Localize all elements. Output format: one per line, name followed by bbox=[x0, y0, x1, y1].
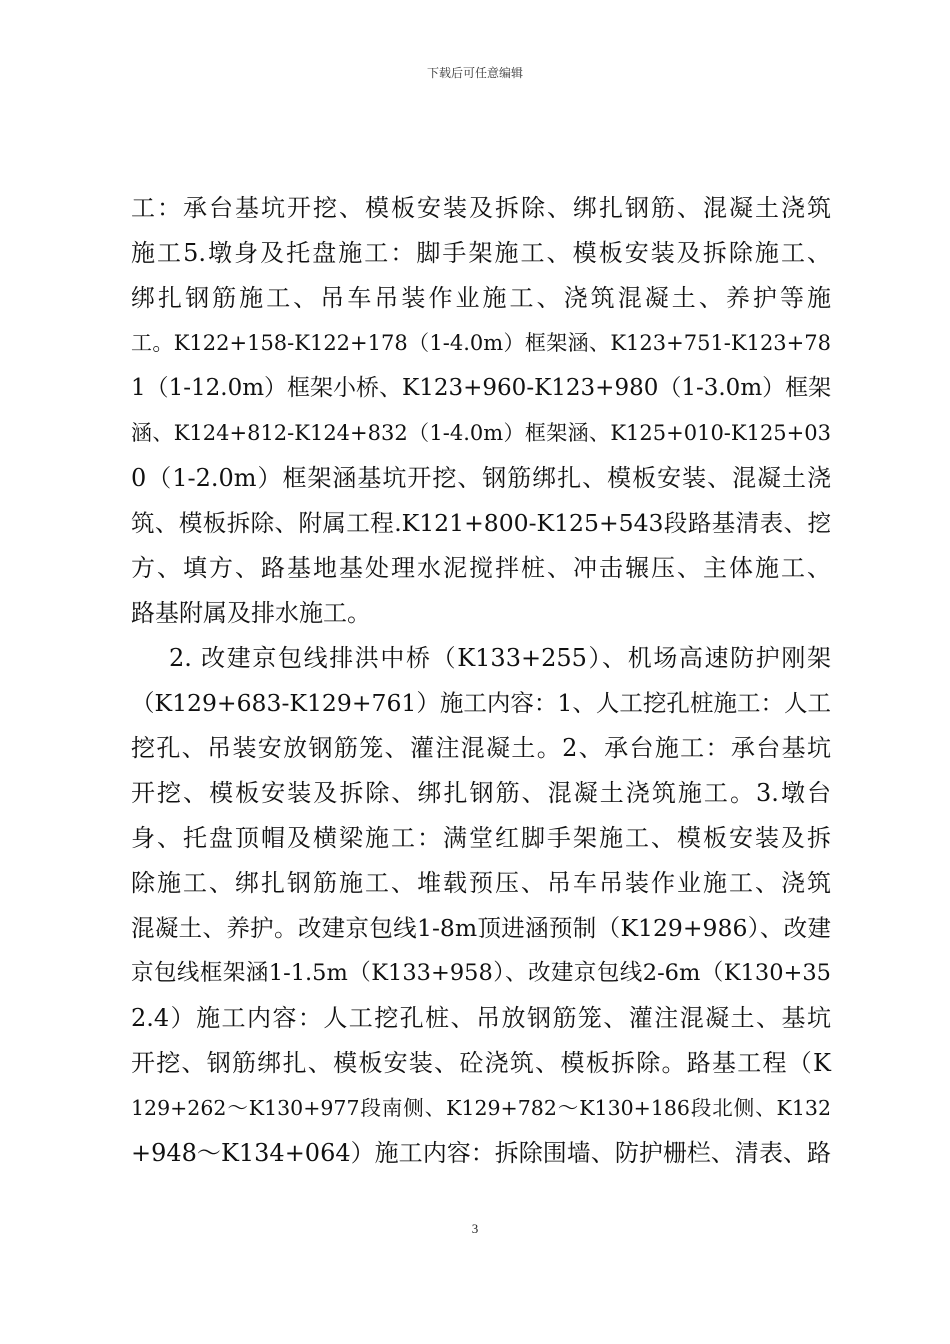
text-line: 1（1-12.0m）框架小桥、K123+960-K123+980（1-3.0m）框架 bbox=[131, 375, 832, 401]
text-line: 京包线框架涵1-1.5m（K133+958）、改建京包线2-6m（K130+35 bbox=[131, 960, 831, 986]
text-line: 混凝土、养护。改建京包线1-8m顶进涵预制（K129+986）、改建 bbox=[131, 914, 831, 942]
text-line: 除施工、绑扎钢筋施工、堆载预压、吊车吊装作业施工、浇筑 bbox=[131, 869, 831, 897]
paragraph-start-line: 2. 改建京包线排洪中桥（K133+255）、机场高速防护刚架 bbox=[169, 644, 831, 672]
text-line: 施工5.墩身及托盘施工：脚手架施工、模板安装及拆除施工、 bbox=[131, 239, 831, 267]
text-line: +948～K134+064）施工内容：拆除围墙、防护栅栏、清表、路 bbox=[131, 1139, 831, 1167]
text-line: 129+262～K130+977段南侧、K129+782～K130+186段北侧、K132 bbox=[131, 1096, 831, 1120]
text-line: （K129+683-K129+761）施工内容：1、人工挖孔桩施工：人工 bbox=[131, 689, 831, 717]
document-body bbox=[131, 186, 831, 1176]
text-line: 工。K122+158-K122+178（1-4.0m）框架涵、K123+751-K123+78 bbox=[131, 331, 831, 355]
text-line: 绑扎钢筋施工、吊车吊装作业施工、浇筑混凝土、养护等施 bbox=[131, 284, 831, 312]
text-line: 开挖、钢筋绑扎、模板安装、砼浇筑、模板拆除。路基工程（K bbox=[131, 1049, 831, 1077]
page-header: 下载后可任意编辑 bbox=[426, 66, 523, 80]
text-line: 工：承台基坑开挖、模板安装及拆除、绑扎钢筋、混凝土浇筑 bbox=[131, 194, 831, 222]
text-line: 身、托盘顶帽及横梁施工：满堂红脚手架施工、模板安装及拆 bbox=[131, 824, 831, 852]
text-line: 涵、K124+812-K124+832（1-4.0m）框架涵、K125+010-K125+03 bbox=[131, 421, 831, 445]
text-line: 挖孔、吊装安放钢筋笼、灌注混凝土。2、承台施工：承台基坑 bbox=[131, 734, 831, 762]
text-line: 路基附属及排水施工。 bbox=[131, 599, 371, 627]
text-line: 筑、模板拆除、附属工程.K121+800-K125+543段路基清表、挖 bbox=[131, 509, 831, 537]
text-line: 开挖、模板安装及拆除、绑扎钢筋、混凝土浇筑施工。3.墩台 bbox=[131, 779, 831, 807]
text-line: 方、填方、路基地基处理水泥搅拌桩、冲击辗压、主体施工、 bbox=[131, 554, 831, 582]
text-line: 2.4）施工内容：人工挖孔桩、吊放钢筋笼、灌注混凝土、基坑 bbox=[131, 1004, 831, 1032]
page-number: 3 bbox=[471, 1221, 479, 1236]
text-line: 0（1-2.0m）框架涵基坑开挖、钢筋绑扎、模板安装、混凝土浇 bbox=[131, 464, 831, 492]
